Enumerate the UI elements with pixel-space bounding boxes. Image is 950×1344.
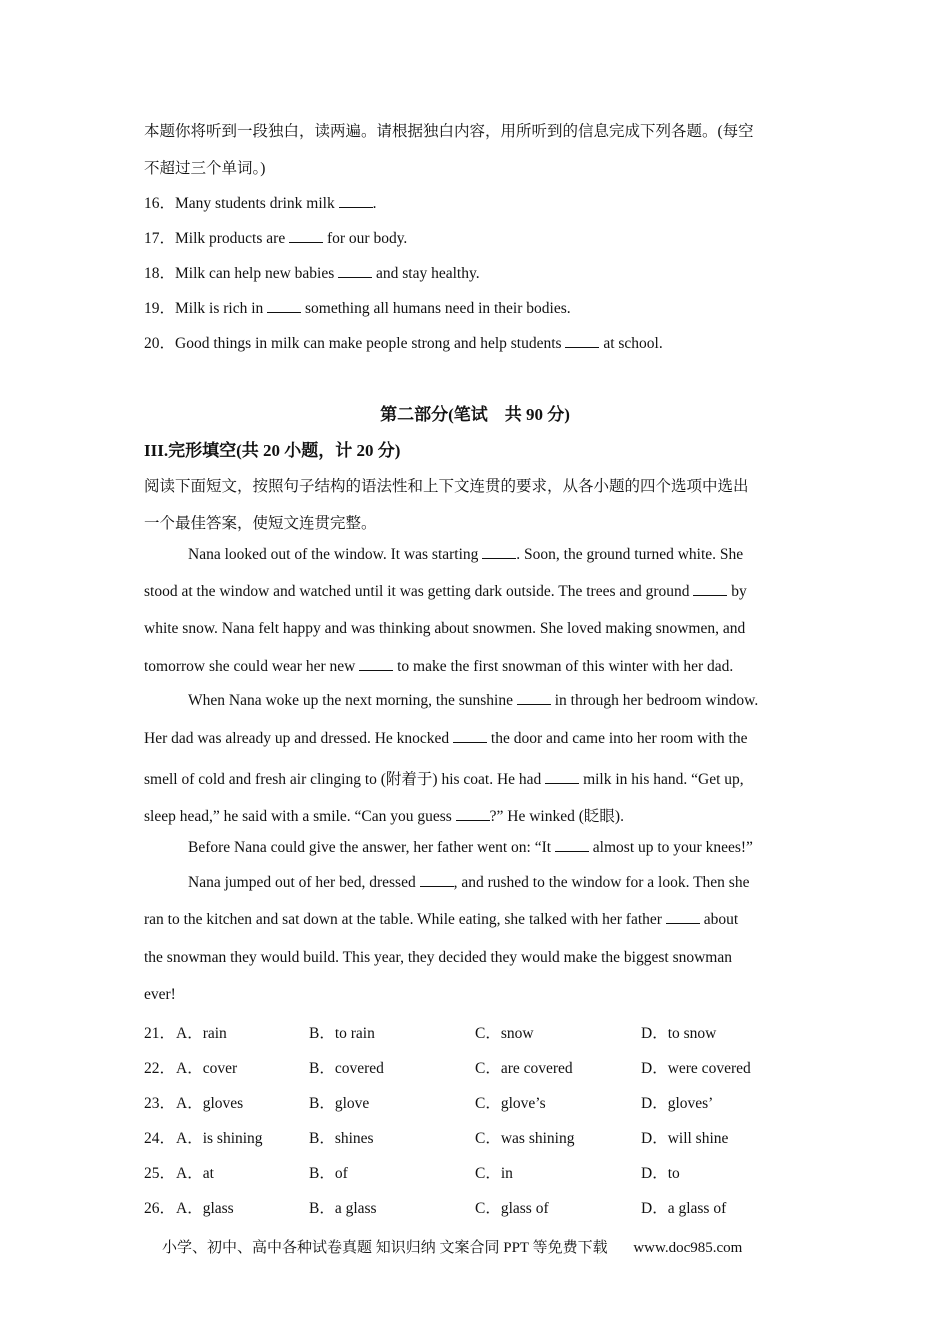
passage-line bbox=[144, 730, 747, 748]
option-a: A．at bbox=[176, 1165, 214, 1182]
passage-text: almost up to your knees!” bbox=[588, 839, 753, 856]
passage-text: When Nana woke up the next morning, the sunshine bbox=[188, 692, 517, 709]
footer-text: 小学、初中、高中各种试卷真题 知识归纳 文案合同 PPT 等免费下载 bbox=[162, 1240, 608, 1256]
passage-text: Nana looked out of the window. It was starting bbox=[188, 546, 483, 563]
listening-instructions-line1: 本题你将听到一段独白，读两遍。请根据独白内容，用所听到的信息完成下列各题。(每空 bbox=[144, 123, 754, 140]
answer-blank bbox=[565, 335, 599, 348]
option-d: D．gloves’ bbox=[641, 1095, 714, 1112]
passage-text: in through her bedroom window. bbox=[550, 692, 759, 709]
question-16 bbox=[144, 191, 376, 213]
cloze-section-title: III.完形填空(共 20 小题，计 20 分) bbox=[144, 441, 401, 460]
passage-line: white snow. Nana felt happy and was thinking about snowmen. She loved making snowmen, and bbox=[144, 620, 746, 637]
passage-text: Before Nana could give the answer, her father went on: “It bbox=[188, 839, 555, 856]
option-b: B．shines bbox=[309, 1130, 374, 1147]
passage-line bbox=[144, 874, 749, 892]
question-text: 19．Milk is rich in bbox=[144, 300, 268, 317]
passage-text: to make the first snowman of this winter with her dad. bbox=[393, 658, 734, 675]
option-a: A．is shining bbox=[176, 1130, 263, 1147]
answer-blank bbox=[289, 230, 323, 243]
answer-blank bbox=[338, 265, 372, 278]
answer-blank bbox=[453, 730, 487, 743]
option-b: B．glove bbox=[309, 1095, 370, 1112]
passage-text: tomorrow she could wear her new bbox=[144, 658, 360, 675]
option-c: C．in bbox=[475, 1165, 513, 1182]
question-number: 26． bbox=[144, 1200, 176, 1217]
cloze-instructions-line2: 一个最佳答案，使短文连贯完整。 bbox=[144, 515, 377, 532]
option-d: D．a glass of bbox=[641, 1200, 727, 1217]
answer-blank bbox=[555, 839, 589, 852]
answer-blank bbox=[666, 911, 700, 924]
option-a: A．rain bbox=[176, 1025, 227, 1042]
options-row-26 bbox=[144, 1196, 806, 1218]
passage-line: the snowman they would build. This year, they decided they would make the biggest snowman bbox=[144, 949, 732, 966]
options-row-22 bbox=[144, 1056, 806, 1078]
answer-blank bbox=[267, 300, 301, 313]
option-b: B．a glass bbox=[309, 1200, 377, 1217]
question-text: 20．Good things in milk can make people strong and help students bbox=[144, 335, 566, 352]
answer-blank bbox=[545, 771, 579, 784]
page-footer bbox=[162, 1236, 742, 1257]
passage-line bbox=[144, 767, 744, 789]
question-number: 22． bbox=[144, 1060, 176, 1077]
option-d: D．to bbox=[641, 1165, 680, 1182]
question-19 bbox=[144, 296, 571, 318]
passage-text: . Soon, the ground turned white. She bbox=[516, 546, 744, 563]
option-c: C．was shining bbox=[475, 1130, 575, 1147]
answer-blank bbox=[517, 692, 551, 705]
passage-text: , and rushed to the window for a look. Then she bbox=[453, 874, 750, 891]
question-18 bbox=[144, 261, 480, 283]
option-b: B．covered bbox=[309, 1060, 384, 1077]
option-d: D．to snow bbox=[641, 1025, 717, 1042]
passage-line bbox=[144, 804, 624, 826]
options-row-23 bbox=[144, 1091, 806, 1113]
question-text: 16．Many students drink milk bbox=[144, 195, 339, 212]
passage-line bbox=[144, 546, 743, 564]
option-d: D．were covered bbox=[641, 1060, 751, 1077]
answer-blank bbox=[693, 583, 727, 596]
option-c: C．snow bbox=[475, 1025, 534, 1042]
question-number: 23． bbox=[144, 1095, 176, 1112]
passage-line bbox=[144, 692, 758, 710]
question-number: 24． bbox=[144, 1130, 176, 1147]
passage-line bbox=[144, 911, 738, 929]
answer-blank bbox=[456, 808, 490, 821]
option-c: C．glass of bbox=[475, 1200, 549, 1217]
answer-blank bbox=[339, 195, 373, 208]
option-a: A．glass bbox=[176, 1200, 234, 1217]
option-b: B．to rain bbox=[309, 1025, 375, 1042]
passage-text: Her dad was already up and dressed. He knocked bbox=[144, 730, 454, 747]
passage-line bbox=[144, 658, 733, 676]
passage-text: by bbox=[727, 583, 747, 600]
question-17 bbox=[144, 226, 407, 248]
listening-instructions-line2: 不超过三个单词。) bbox=[144, 160, 266, 177]
answer-blank bbox=[359, 658, 393, 671]
options-row-25 bbox=[144, 1161, 806, 1183]
answer-blank bbox=[482, 546, 516, 559]
question-number: 25． bbox=[144, 1165, 176, 1182]
passage-line: ever! bbox=[144, 986, 176, 1003]
passage-text: about bbox=[699, 911, 739, 928]
passage-text: the door and came into her room with the bbox=[487, 730, 748, 747]
option-b: B．of bbox=[309, 1165, 348, 1182]
answer-blank bbox=[420, 874, 454, 887]
passage-text: milk in his hand. “Get up, bbox=[579, 771, 744, 788]
question-text: and stay healthy. bbox=[372, 265, 480, 282]
question-text: 17．Milk products are bbox=[144, 230, 290, 247]
options-row-24 bbox=[144, 1126, 806, 1148]
passage-text: ran to the kitchen and sat down at the table. While eating, she talked with her father bbox=[144, 911, 666, 928]
question-text: 18．Milk can help new babies bbox=[144, 265, 339, 282]
option-c: C．are covered bbox=[475, 1060, 573, 1077]
question-text: for our body. bbox=[323, 230, 408, 247]
passage-line bbox=[144, 839, 753, 857]
cloze-instructions-line1: 阅读下面短文，按照句子结构的语法性和上下文连贯的要求，从各小题的四个选项中选出 bbox=[144, 478, 749, 495]
question-number: 21． bbox=[144, 1025, 176, 1042]
question-20 bbox=[144, 331, 663, 353]
passage-text: stood at the window and watched until it was getting dark outside. The trees and ground bbox=[144, 583, 694, 600]
passage-text: sleep head,” he said with a smile. “Can you guess bbox=[144, 808, 456, 825]
option-d: D．will shine bbox=[641, 1130, 729, 1147]
footer-url[interactable]: www.doc985.com bbox=[633, 1240, 743, 1256]
passage-text: smell of cold and fresh air clinging to (附着于) his coat. He had bbox=[144, 771, 546, 788]
passage-text: ?” He winked (眨眼). bbox=[489, 808, 624, 825]
option-c: C．glove’s bbox=[475, 1095, 546, 1112]
options-row-21 bbox=[144, 1021, 806, 1043]
passage-line bbox=[144, 583, 747, 601]
question-text: something all humans need in their bodies. bbox=[301, 300, 571, 317]
part-two-title: 第二部分(笔试 共 90 分) bbox=[380, 405, 570, 424]
question-text: . bbox=[372, 195, 377, 212]
option-a: A．gloves bbox=[176, 1095, 244, 1112]
option-a: A．cover bbox=[176, 1060, 238, 1077]
question-text: at school. bbox=[599, 335, 663, 352]
passage-text: Nana jumped out of her bed, dressed bbox=[188, 874, 420, 891]
